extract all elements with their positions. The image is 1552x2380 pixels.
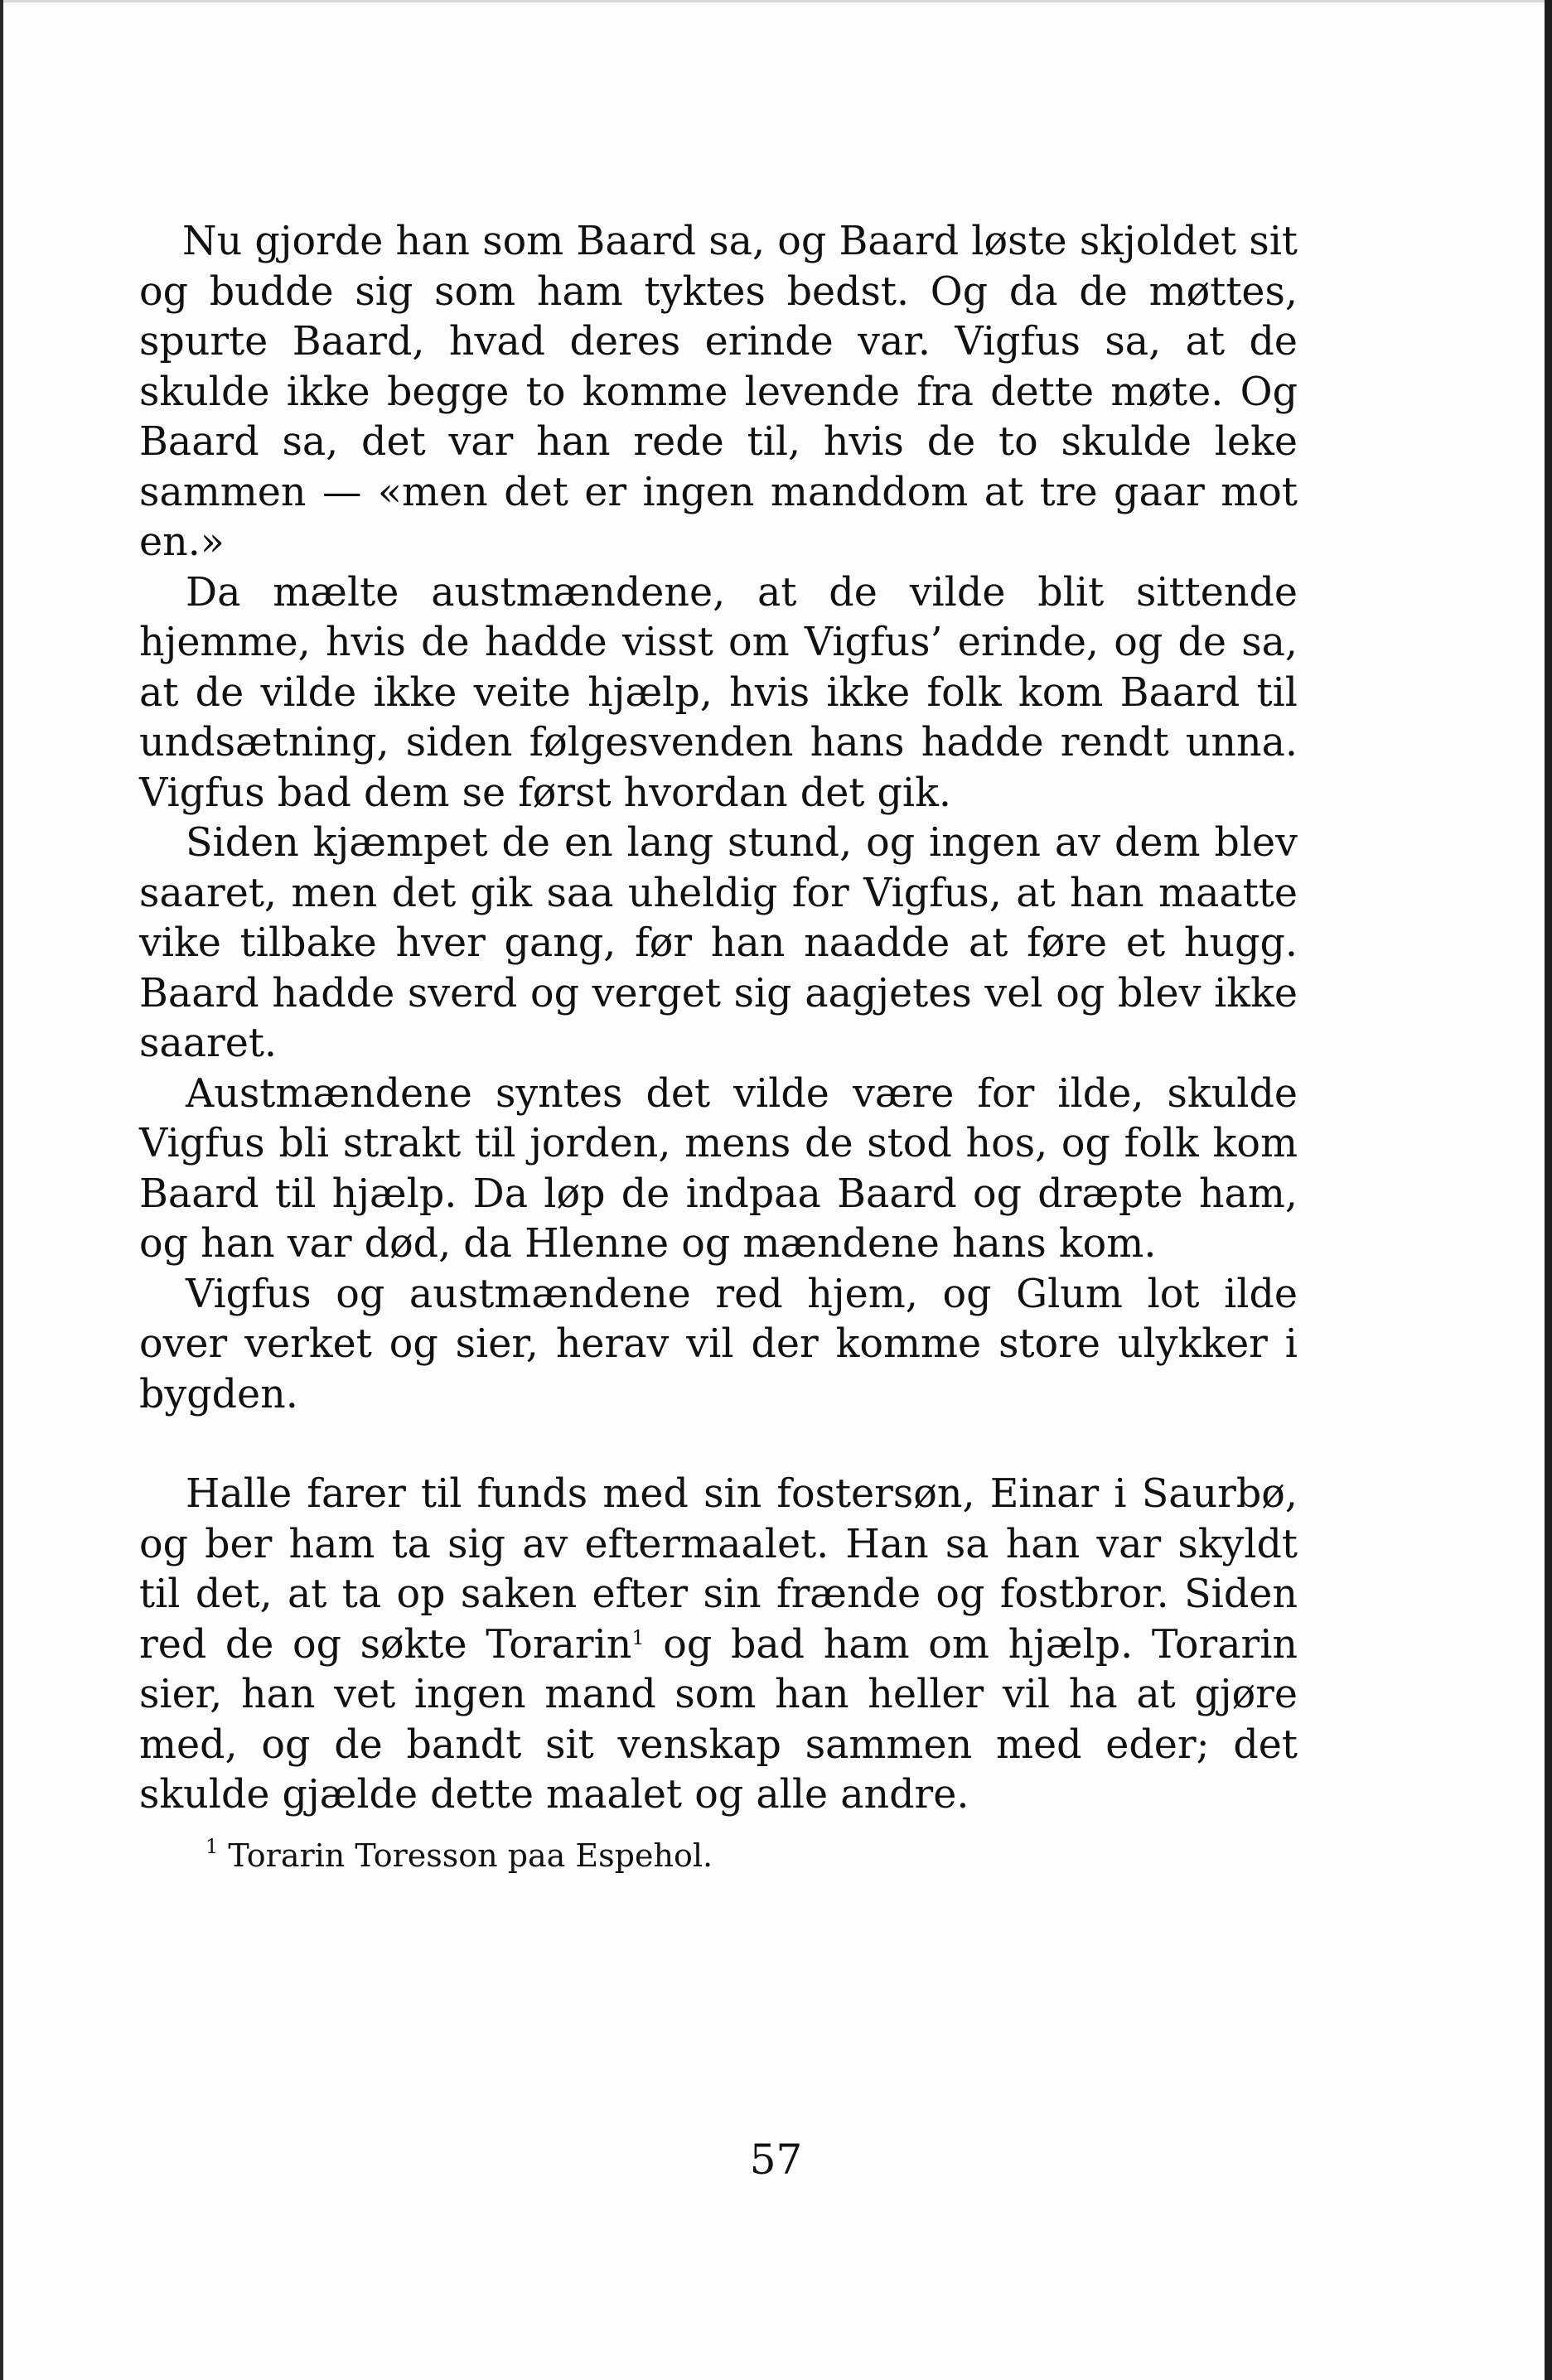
paragraph: Vigfus og austmændene red hjem, og Glum lot ilde over verket og sier, herav vil der komme store ulykker i bygden. (139, 1271, 1298, 1417)
paragraph-text: og bad ham om hjælp. Torarin sier, han vet ingen mand som han heller vil ha at gjøre med, og de bandt sit venskap sammen med eder; det skulde gjælde dette maalet og alle andre. (139, 1621, 1298, 1818)
paragraph: Da mælte austmændene, at de vilde blit sittende hjemme, hvis de hadde visst om Vigfus’ erinde, og de sa, at de vilde ikke veite hjælp, hvis ikke folk kom Baard til undsætning, siden følgesvenden hans hadde rendt unna. Vigfus bad dem se først hvordan det gik. (139, 569, 1298, 816)
page-number: 57 (749, 2136, 803, 2184)
paragraph: Nu gjorde han som Baard sa, og Baard løste skjoldet sit og budde sig som ham tyktes bedst. Og da de møttes, spurte Baard, hvad deres erinde var. Vigfus sa, at de skulde ikke begge to komme levende fra dette møte. Og Baard sa, det var han rede til, hvis de to skulde leke sammen — «men det er ingen manddom at tre gaar mot en.» (139, 219, 1298, 565)
section-break (139, 1420, 1298, 1470)
footnote-marker: 1 (205, 1834, 219, 1858)
page-edge-top (0, 0, 1552, 2)
page-edge-right (1545, 0, 1552, 2380)
page-edge-left (0, 0, 3, 2380)
body-text (139, 217, 1298, 1876)
paragraph: Siden kjæmpet de en lang stund, og ingen av dem blev saaret, men det gik saa uheldig for Vigfus, at han maatte vike tilbake hver gang, før han naadde at føre et hugg. Baard hadde sverd og verget sig aagjetes vel og blev ikke saaret. (139, 820, 1298, 1066)
paragraph: Austmændene syntes det vilde være for ilde, skulde Vigfus bli strakt til jorden, mens de stod hos, og folk kom Baard til hjælp. Da løp de indpaa Baard og dræpte ham, og han var død, da Hlenne og mændene hans kom. (139, 1070, 1298, 1267)
footnote-reference: 1 (631, 1625, 645, 1649)
paragraph-section-two (139, 1470, 1298, 1821)
footnote-text: Torarin Toresson paa Espehol. (228, 1837, 713, 1874)
paragraph-text: Halle farer til funds med sin fostersøn, Einar i Saurbø, og ber ham ta sig av eftermaalet. Han sa han var skyldt til det, at ta op saken efter sin frænde og fostbror. Siden red de og søkte Torarin (139, 1471, 1298, 1668)
footnote (139, 1836, 1298, 1876)
